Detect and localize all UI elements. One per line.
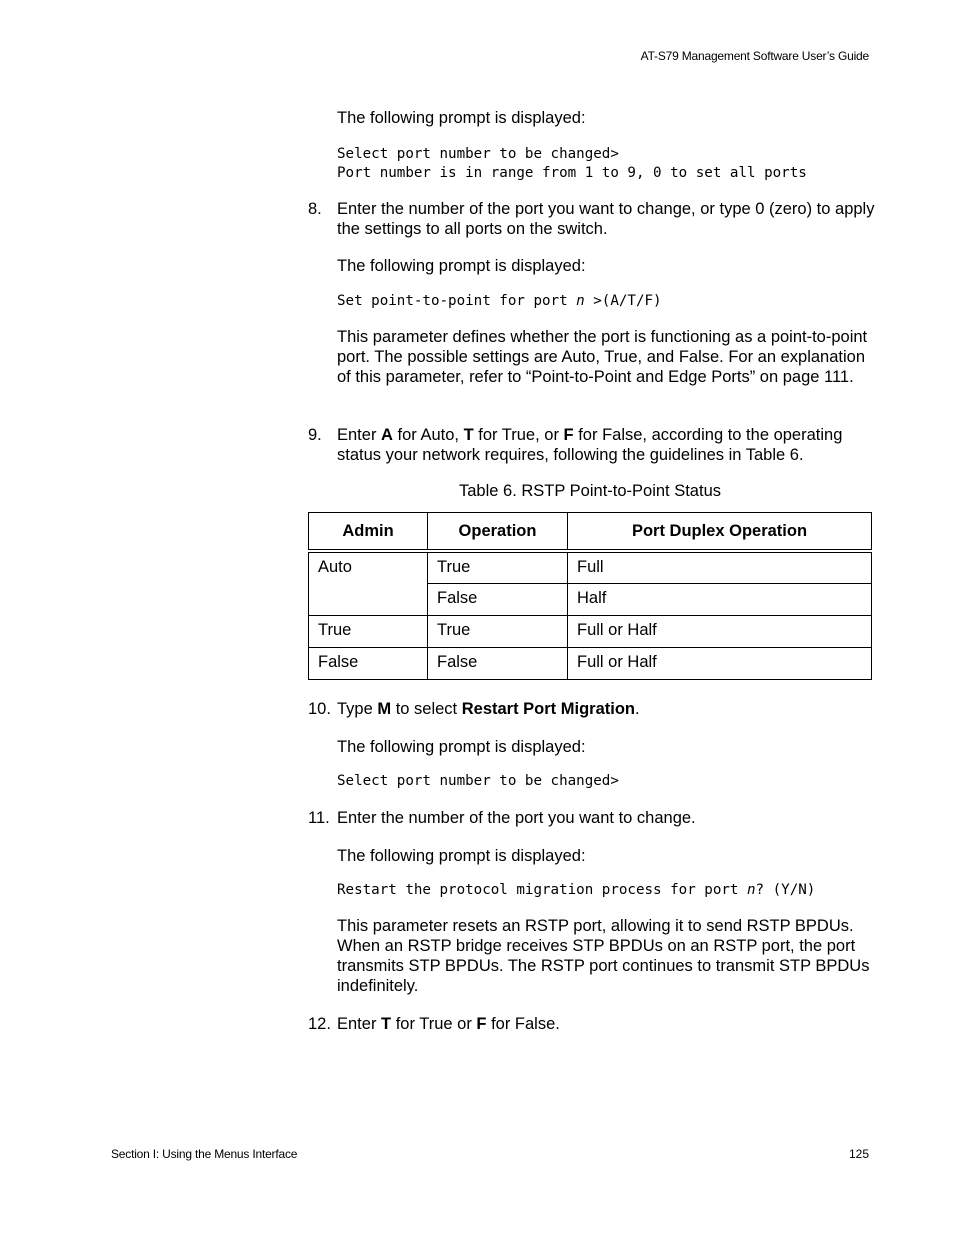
code-line: Port number is in range from 1 to 9, 0 to set all ports [337,165,807,181]
table-row [309,615,872,647]
table-cell: Full [568,551,872,583]
page-number: 125 [848,1147,869,1161]
code-block-1 [337,145,807,183]
step-text: Type M to select Restart Port Migration. [337,700,640,718]
prompt-intro-4: The following prompt is displayed: [337,847,586,865]
prompt-intro-2: The following prompt is displayed: [337,257,586,275]
step-12 [308,1014,878,1034]
table-cell: True [309,615,428,647]
table-cell: True [428,615,568,647]
table-cell: Full or Half [568,647,872,679]
table-cell: Auto [309,551,428,615]
point-to-point-description: This parameter defines whether the port is functioning as a point-to-point port. The possible settings are Auto, True, and False. For an explanation of this parameter, refer to “Point-to-Point and Edge Ports” on page 111. [337,328,868,386]
prompt-intro-1: The following prompt is displayed: [337,109,586,127]
code-block-4 [337,881,815,900]
running-header: AT-S79 Management Software User’s Guide [640,49,869,63]
prompt-intro-3: The following prompt is displayed: [337,738,586,756]
code-text: Restart the protocol migration process for port [337,882,747,898]
code-block-2 [337,292,662,311]
table-header-row [309,513,872,552]
table-cell: Full or Half [568,615,872,647]
step-11 [308,808,878,828]
code-text: Set point-to-point for port [337,293,577,309]
column-header: Operation [428,513,568,552]
code-text: >(A/T/F) [584,293,662,309]
step-number: 8. [308,200,322,218]
step-10 [308,699,878,719]
step-text: Enter T for True or F for False. [337,1015,560,1033]
table-cell: False [428,647,568,679]
step-text: Enter A for Auto, T for True, or F for False, according to the operating status your network requires, following the guidelines in Table 6. [337,426,843,464]
footer-section: Section I: Using the Menus Interface [111,1147,298,1161]
code-block-3: Select port number to be changed> [337,773,619,789]
step-9 [308,425,878,464]
table-caption: Table 6. RSTP Point-to-Point Status [459,482,721,500]
migration-description: This parameter resets an RSTP port, allowing it to send RSTP BPDUs. When an RSTP bridge receives STP BPDUs on an RSTP port, the port transmits STP BPDUs. The RSTP port continues to transmit STP BPDUs indefinitely. [337,917,870,995]
table-cell: False [428,583,568,615]
code-variable: n [576,293,585,309]
table-row [309,551,872,583]
step-number: 12. [308,1015,331,1033]
step-text: Enter the number of the port you want to change. [337,809,696,827]
code-line: Select port number to be changed> [337,146,619,162]
table-cell: False [309,647,428,679]
table-row [309,647,872,679]
code-variable: n [747,882,756,898]
step-number: 9. [308,426,322,444]
column-header: Admin [309,513,428,552]
column-header: Port Duplex Operation [568,513,872,552]
step-number: 11. [308,809,330,827]
step-8 [308,199,878,238]
step-text: Enter the number of the port you want to change, or type 0 (zero) to apply the settings to all ports on the switch. [337,200,875,238]
step-number: 10. [308,700,331,718]
rstp-status-table [308,512,872,680]
code-text: ? (Y/N) [755,882,816,898]
table-cell: Half [568,583,872,615]
table-cell: True [428,551,568,583]
